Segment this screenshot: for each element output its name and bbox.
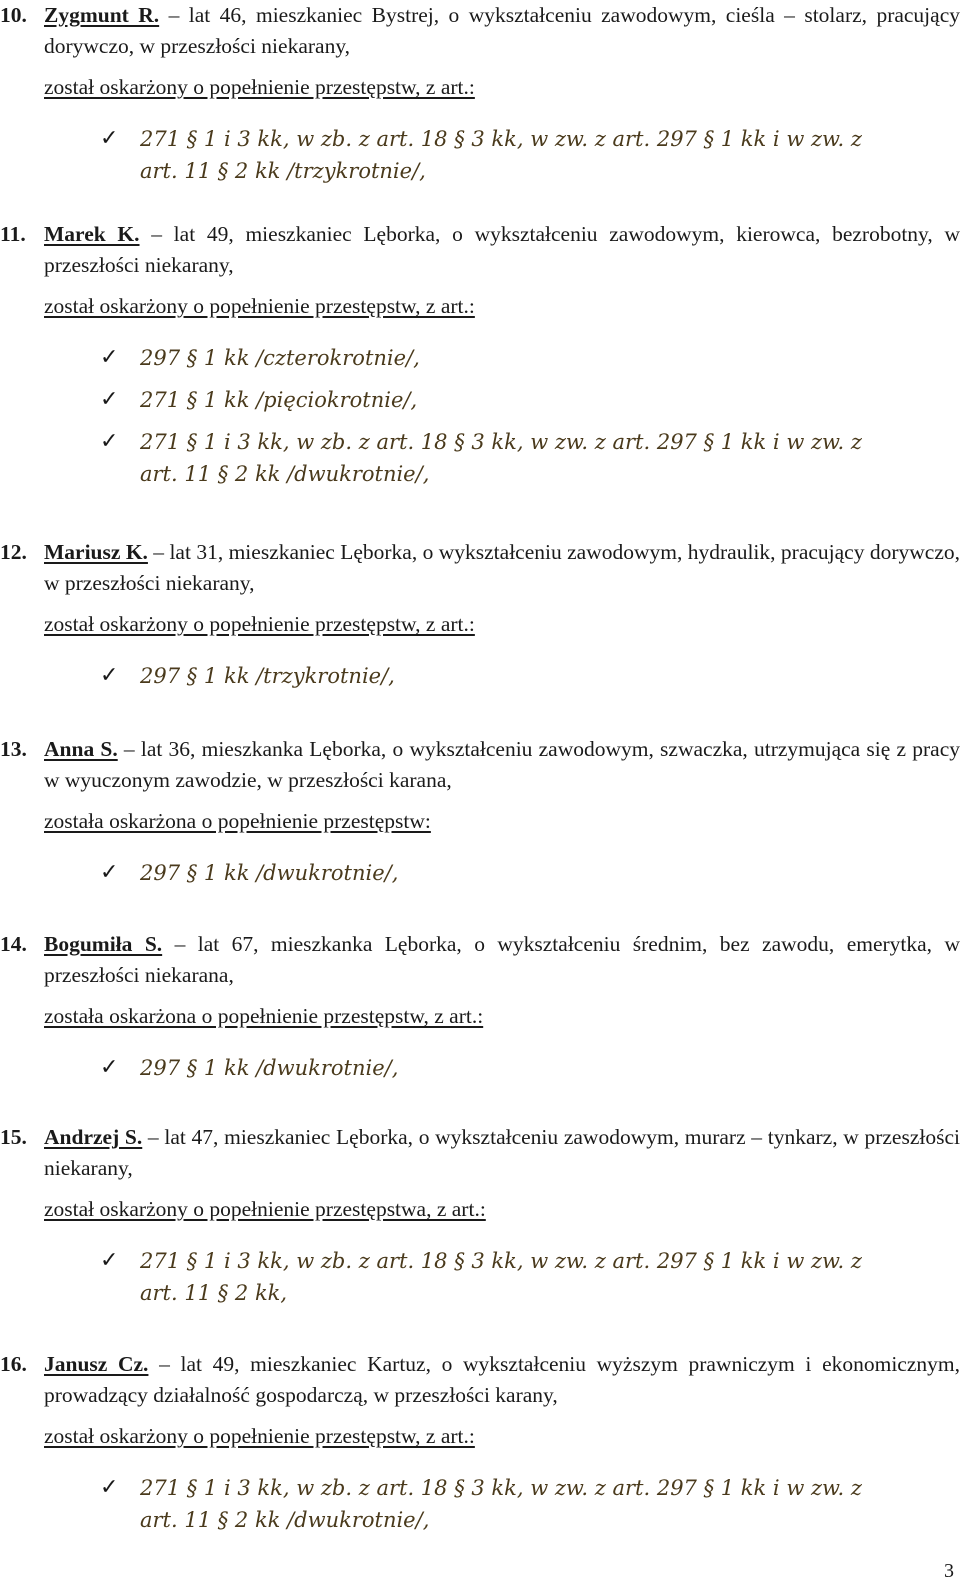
checkmark-icon: ✓ <box>100 1055 119 1080</box>
charge-item <box>0 426 960 490</box>
person-description: – lat 49, mieszkaniec Kartuz, o wykształceniu wyższym prawniczym i ekonomicznym, prowadzący działalność gospodarczą, w przeszłości karany, <box>44 1352 960 1407</box>
charge-list <box>0 1245 960 1309</box>
charge-list <box>0 1052 960 1084</box>
person-name: Bogumiła S. <box>44 932 163 956</box>
charge-line: została oskarżona o popełnienie przestępstw, z art.: <box>44 1004 484 1028</box>
entry-13 <box>0 734 960 899</box>
entry-number: 16. <box>0 1352 27 1376</box>
charge-line: została oskarżona o popełnienie przestępstw: <box>44 809 431 833</box>
entry-16 <box>0 1349 960 1546</box>
person-name: Anna S. <box>44 737 118 761</box>
entry-header <box>0 734 960 796</box>
checkmark-icon: ✓ <box>100 860 119 885</box>
charge-line: został oskarżony o popełnienie przestępstw, z art.: <box>44 612 475 636</box>
entry-number: 11. <box>0 222 26 246</box>
charge-item-text: 271 § 1 i 3 kk, w zb. z art. 18 § 3 kk, w zw. z art. 297 § 1 kk i w zw. z art. 11 § 2 kk, <box>140 1249 862 1305</box>
entry-10 <box>0 0 960 197</box>
charge-line: został oskarżony o popełnienie przestępstwa, z art.: <box>44 1197 486 1221</box>
entry-number: 14. <box>0 932 27 956</box>
entry-11 <box>0 219 960 500</box>
entry-number: 12. <box>0 540 27 564</box>
person-name: Andrzej S. <box>44 1125 143 1149</box>
person-description: – lat 46, mieszkaniec Bystrej, o wykształceniu zawodowym, cieśla – stolarz, pracujący dorywczo, w przeszłości niekarany, <box>44 3 960 58</box>
charge-item-text: 297 § 1 kk /czterokrotnie/, <box>140 346 420 370</box>
charge-item-text: 271 § 1 i 3 kk, w zb. z art. 18 § 3 kk, w zw. z art. 297 § 1 kk i w zw. z art. 11 § 2 kk /trzykrotnie/, <box>140 127 862 183</box>
person-description: – lat 47, mieszkaniec Lęborka, o wykształceniu zawodowym, murarz – tynkarz, w przeszłości niekarany, <box>44 1125 960 1180</box>
person-description: – lat 31, mieszkaniec Lęborka, o wykształceniu zawodowym, hydraulik, pracujący dorywczo, w przeszłości niekarany, <box>44 540 960 595</box>
person-description: – lat 49, mieszkaniec Lęborka, o wykształceniu zawodowym, kierowca, bezrobotny, w przeszłości niekarany, <box>44 222 960 277</box>
charge-list <box>0 123 960 187</box>
charge-item <box>0 342 960 374</box>
charge-item-text: 297 § 1 kk /dwukrotnie/, <box>140 1056 399 1080</box>
charge-item-text: 271 § 1 i 3 kk, w zb. z art. 18 § 3 kk, w zw. z art. 297 § 1 kk i w zw. z art. 11 § 2 kk /dwukrotnie/, <box>140 430 862 486</box>
person-description: – lat 36, mieszkanka Lęborka, o wykształceniu zawodowym, szwaczka, utrzymująca się z pracy w wyuczonym zawodzie, w przeszłości karana, <box>44 737 960 792</box>
charge-list <box>0 342 960 490</box>
charge-line: został oskarżony o popełnienie przestępstw, z art.: <box>44 75 475 99</box>
charge-item-text: 271 § 1 i 3 kk, w zb. z art. 18 § 3 kk, w zw. z art. 297 § 1 kk i w zw. z art. 11 § 2 kk /dwukrotnie/, <box>140 1476 862 1532</box>
charge-item <box>0 123 960 187</box>
entry-12 <box>0 537 960 702</box>
entry-number: 10. <box>0 3 27 27</box>
charge-item <box>0 857 960 889</box>
charge-item <box>0 1472 960 1536</box>
checkmark-icon: ✓ <box>100 345 119 370</box>
entry-number: 13. <box>0 737 27 761</box>
entry-header <box>0 0 960 62</box>
entry-header <box>0 929 960 991</box>
entry-header <box>0 1122 960 1184</box>
checkmark-icon: ✓ <box>100 1475 119 1500</box>
charge-line: został oskarżony o popełnienie przestępstw, z art.: <box>44 1424 475 1448</box>
entry-header <box>0 1349 960 1411</box>
person-name: Zygmunt R. <box>44 3 160 27</box>
person-name: Mariusz K. <box>44 540 148 564</box>
person-name: Marek K. <box>44 222 140 246</box>
entry-15 <box>0 1122 960 1319</box>
charge-list <box>0 857 960 889</box>
person-description: – lat 67, mieszkanka Lęborka, o wykształceniu średnim, bez zawodu, emerytka, w przeszłości niekarana, <box>44 932 960 987</box>
charge-item <box>0 660 960 692</box>
checkmark-icon: ✓ <box>100 429 119 454</box>
charge-item-text: 271 § 1 kk /pięciokrotnie/, <box>140 388 418 412</box>
charge-item-text: 297 § 1 kk /trzykrotnie/, <box>140 664 395 688</box>
charge-item <box>0 384 960 416</box>
entry-number: 15. <box>0 1125 27 1149</box>
checkmark-icon: ✓ <box>100 663 119 688</box>
charge-list <box>0 1472 960 1536</box>
charge-line: został oskarżony o popełnienie przestępstw, z art.: <box>44 294 475 318</box>
entry-header <box>0 219 960 281</box>
charge-item-text: 297 § 1 kk /dwukrotnie/, <box>140 861 399 885</box>
person-name: Janusz Cz. <box>44 1352 149 1376</box>
entry-14 <box>0 929 960 1094</box>
charge-item <box>0 1052 960 1084</box>
checkmark-icon: ✓ <box>100 387 119 412</box>
checkmark-icon: ✓ <box>100 126 119 151</box>
charge-list <box>0 660 960 692</box>
entry-header <box>0 537 960 599</box>
checkmark-icon: ✓ <box>100 1248 119 1273</box>
page-number: 3 <box>944 1560 954 1582</box>
charge-item <box>0 1245 960 1309</box>
